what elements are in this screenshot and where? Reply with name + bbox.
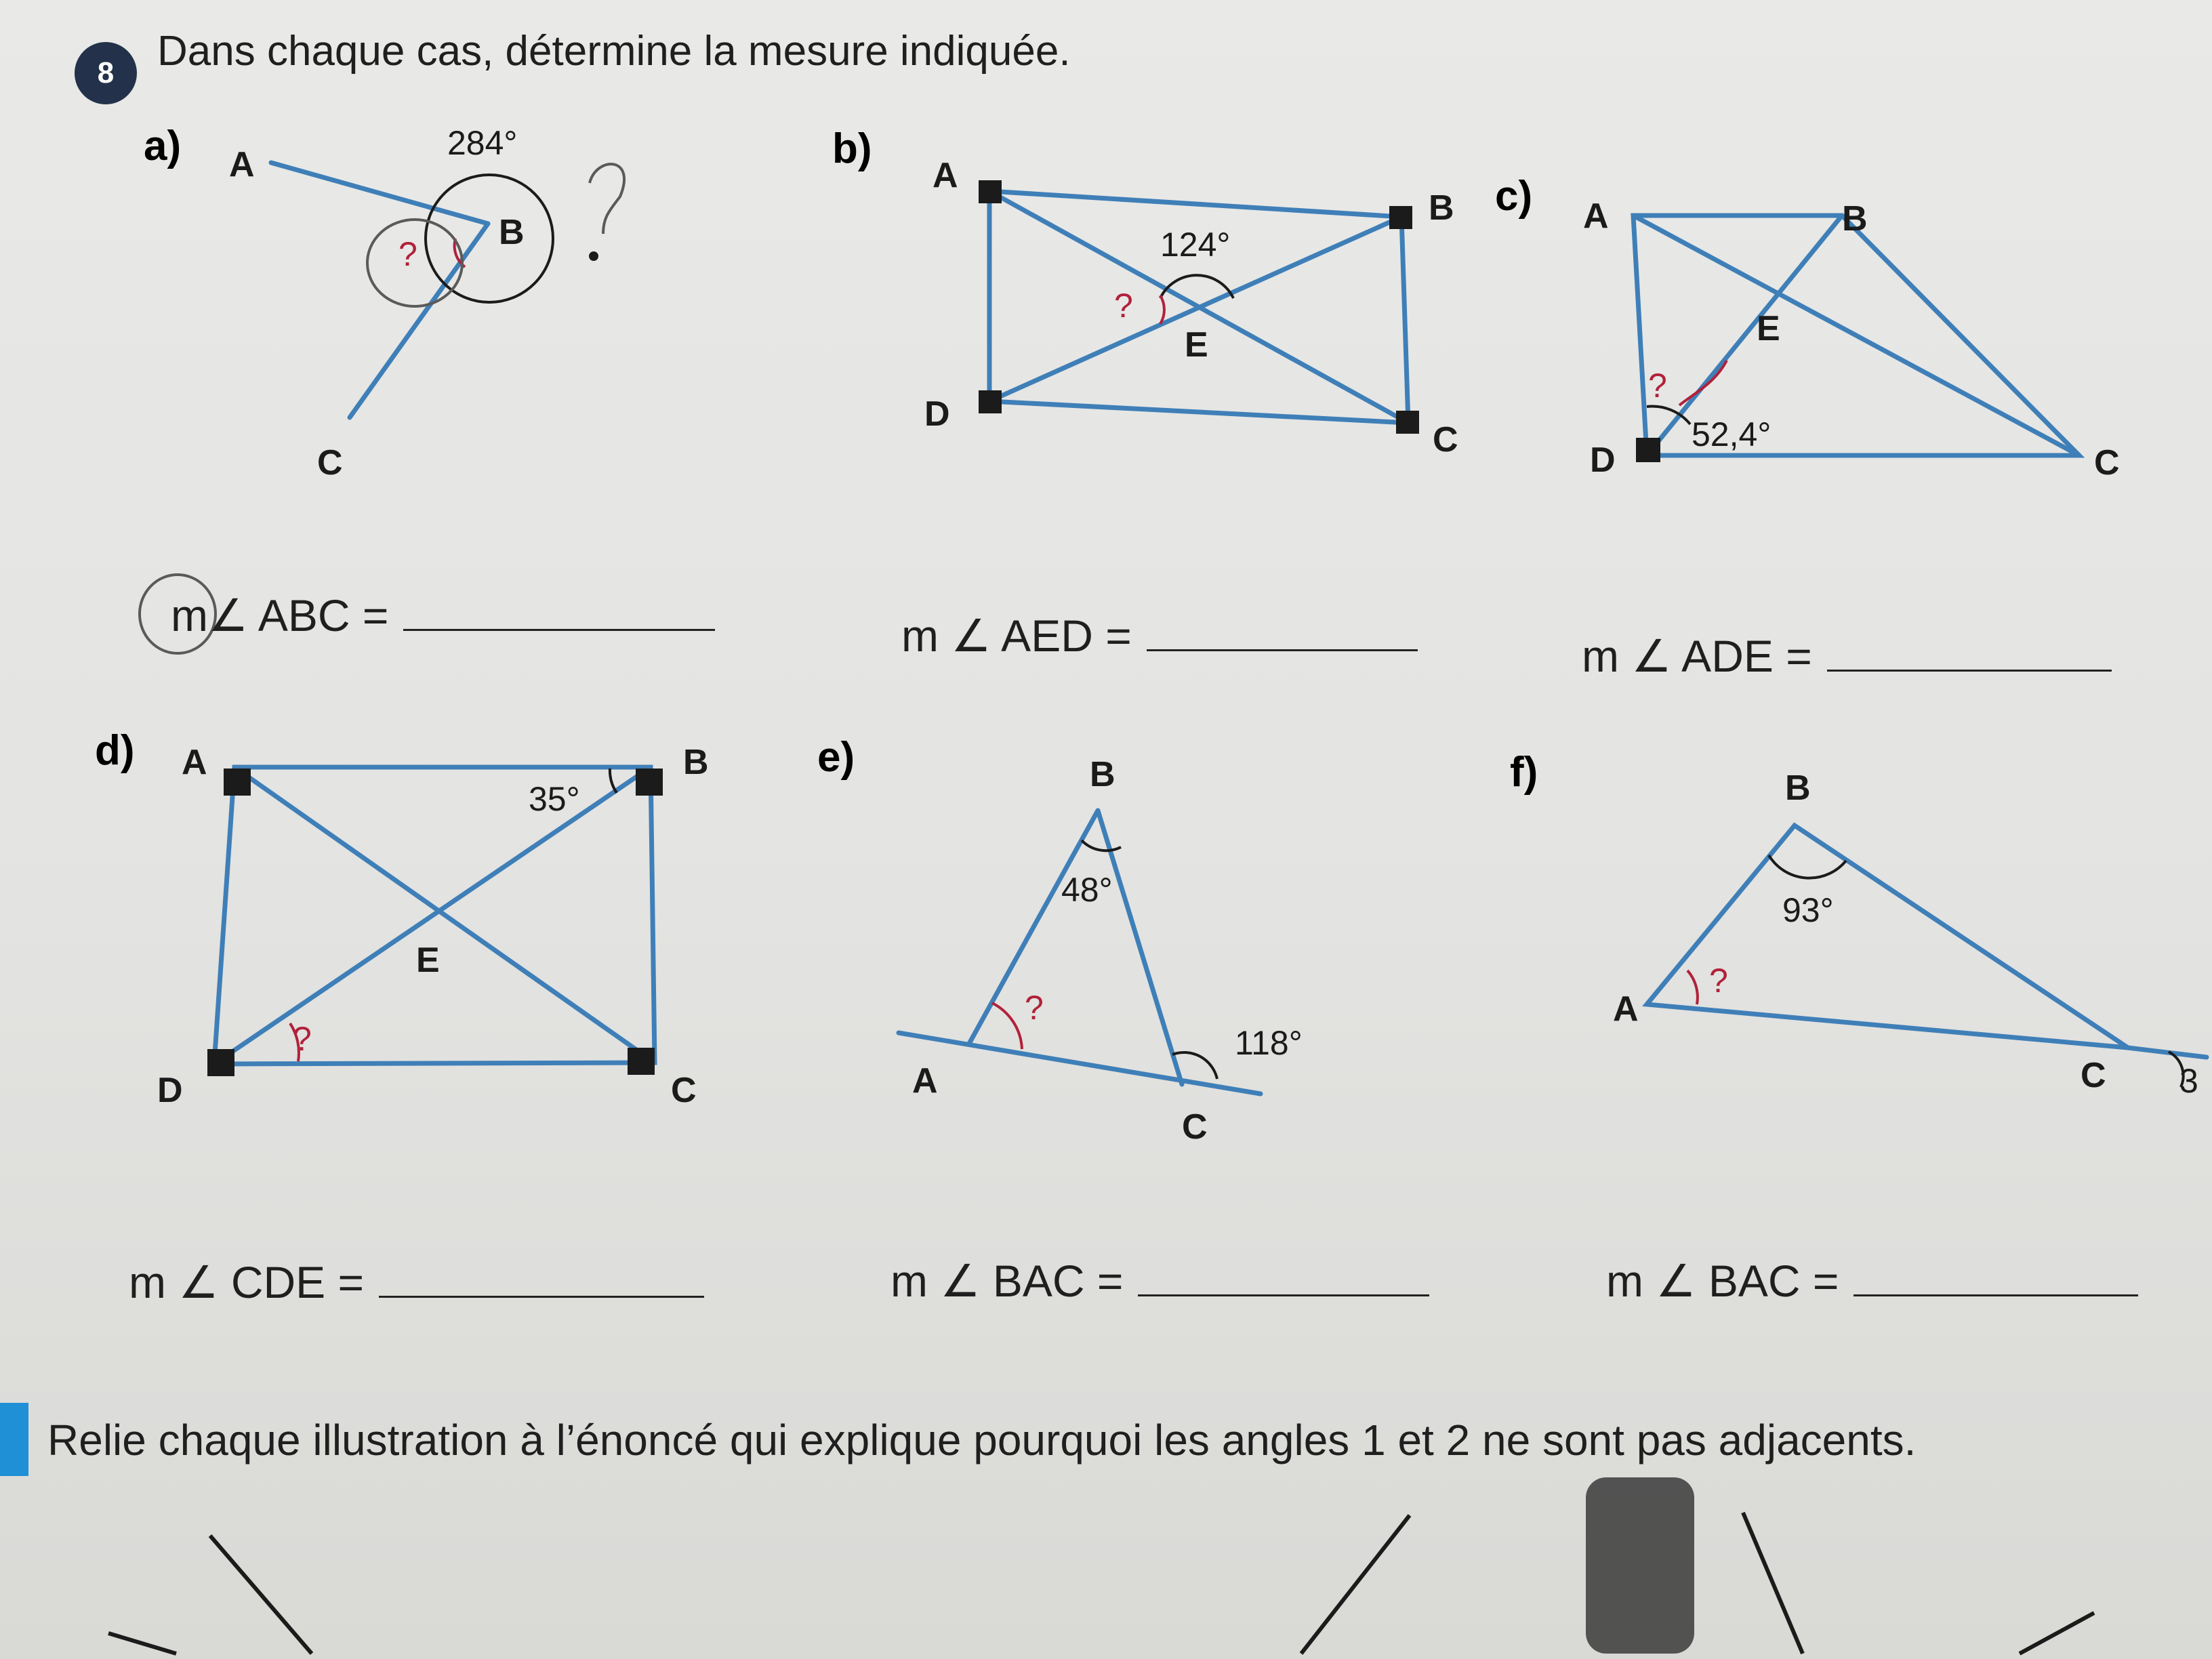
ray-bc <box>350 224 488 417</box>
angle-284: 284° <box>447 124 518 162</box>
base-line-ac <box>899 1033 1261 1094</box>
answer-a-label: m∠ ABC = <box>171 590 389 640</box>
point-d: D <box>157 1071 183 1110</box>
point-a: A <box>1613 989 1639 1029</box>
right-angle-d <box>1636 438 1660 462</box>
angle-93-arc <box>1769 855 1846 878</box>
point-c: C <box>671 1071 697 1110</box>
point-b: B <box>1429 188 1454 228</box>
point-b: B <box>1090 755 1115 794</box>
point-b: B <box>499 213 525 252</box>
part-e-label: e) <box>817 734 855 781</box>
answer-a-blank[interactable] <box>403 629 715 631</box>
figure-e <box>817 734 1303 1147</box>
exercise-9-badge <box>0 1403 28 1476</box>
angle-48: 48° <box>1061 871 1113 909</box>
unknown-angle-mark: ? <box>1114 287 1133 325</box>
angle-93: 93° <box>1782 891 1834 929</box>
point-b: B <box>683 743 709 782</box>
point-d: D <box>924 394 950 434</box>
point-c: C <box>2094 443 2120 483</box>
angle-exterior-c: 3 <box>2179 1062 2198 1100</box>
figure-d <box>95 727 709 1110</box>
corner-d <box>207 1049 234 1076</box>
point-c: C <box>1182 1107 1208 1147</box>
corner-c <box>628 1048 655 1075</box>
angle-48-arc <box>1082 840 1121 851</box>
answer-d-label: m ∠ CDE = <box>129 1257 365 1307</box>
answer-a <box>171 590 715 642</box>
part-f-label: f) <box>1510 749 1538 796</box>
figure-a <box>144 123 624 483</box>
exercise-8-instruction: Dans chaque cas, détermine la mesure indiquée. <box>157 28 1071 75</box>
answer-d-blank[interactable] <box>379 1296 704 1298</box>
corner-c <box>1396 411 1419 434</box>
answer-e-blank[interactable] <box>1138 1294 1429 1296</box>
point-c: C <box>317 443 343 483</box>
diagonal-db <box>214 767 651 1064</box>
answer-b <box>901 610 1418 662</box>
angle-118: 118° <box>1235 1024 1303 1062</box>
answer-e-label: m ∠ BAC = <box>890 1256 1124 1306</box>
answer-c-blank[interactable] <box>1827 670 2112 672</box>
angle-35-arc <box>610 769 617 793</box>
unknown-angle-arc <box>1160 295 1164 324</box>
answer-c <box>1582 630 2112 682</box>
exercise-9-instruction: Relie chaque illustration à l’énoncé qui explique pourquoi les angles 1 et 2 ne sont pas adjacents. <box>47 1416 1917 1465</box>
point-b: B <box>1842 199 1868 239</box>
extension-beyond-c <box>2128 1048 2207 1057</box>
corner-b <box>1389 206 1412 229</box>
part-d-label: d) <box>95 727 135 774</box>
corner-b <box>636 769 663 796</box>
angle-52-4: 52,4° <box>1692 415 1771 453</box>
point-a: A <box>229 145 255 184</box>
unknown-angle-mark: ? <box>293 1020 312 1058</box>
unknown-angle-mark: ? <box>1709 962 1728 1000</box>
answer-f-label: m ∠ BAC = <box>1606 1256 1839 1306</box>
part-a-label: a) <box>144 123 182 169</box>
point-a: A <box>1583 197 1609 236</box>
point-a: A <box>912 1061 938 1101</box>
ray-ba <box>271 163 488 224</box>
pencil-dot <box>589 251 598 261</box>
point-e: E <box>1757 309 1780 348</box>
point-e: E <box>416 941 440 980</box>
point-a: A <box>182 743 207 782</box>
point-a: A <box>933 156 958 195</box>
point-b: B <box>1785 769 1811 808</box>
part-c-label: c) <box>1495 173 1533 220</box>
point-e: E <box>1185 325 1208 365</box>
figure-c <box>1495 173 2120 483</box>
corner-a <box>979 180 1002 203</box>
angle-35: 35° <box>529 780 580 818</box>
diagonal-ac <box>234 767 655 1063</box>
answer-c-label: m ∠ ADE = <box>1582 631 1812 681</box>
unknown-angle-arc <box>992 1003 1022 1049</box>
point-d: D <box>1590 441 1616 480</box>
corner-a <box>224 769 251 796</box>
corner-d <box>979 390 1002 413</box>
unknown-angle-mark: ? <box>1648 367 1667 405</box>
answer-b-blank[interactable] <box>1147 649 1418 651</box>
answer-f-blank[interactable] <box>1853 1294 2138 1296</box>
unknown-angle-mark: ? <box>1025 989 1044 1027</box>
exercise-number: 8 <box>97 56 115 89</box>
pencil-question-mark <box>590 164 624 234</box>
angle-124: 124° <box>1160 226 1231 264</box>
exercise-9-figures <box>108 1477 2094 1654</box>
answer-f <box>1606 1255 2138 1307</box>
answer-e <box>890 1255 1429 1307</box>
part-b-label: b) <box>832 125 872 172</box>
reflex-angle-arc <box>426 175 553 302</box>
point-c: C <box>1433 420 1458 459</box>
figure-f <box>1510 749 2207 1100</box>
triangle-abc <box>1647 825 2128 1048</box>
unknown-angle-arc <box>1687 970 1698 1004</box>
point-c: C <box>2081 1056 2106 1095</box>
answer-d <box>129 1256 704 1309</box>
figure-b <box>832 125 1458 459</box>
answer-b-label: m ∠ AED = <box>901 611 1132 661</box>
unknown-angle-mark: ? <box>398 235 417 273</box>
